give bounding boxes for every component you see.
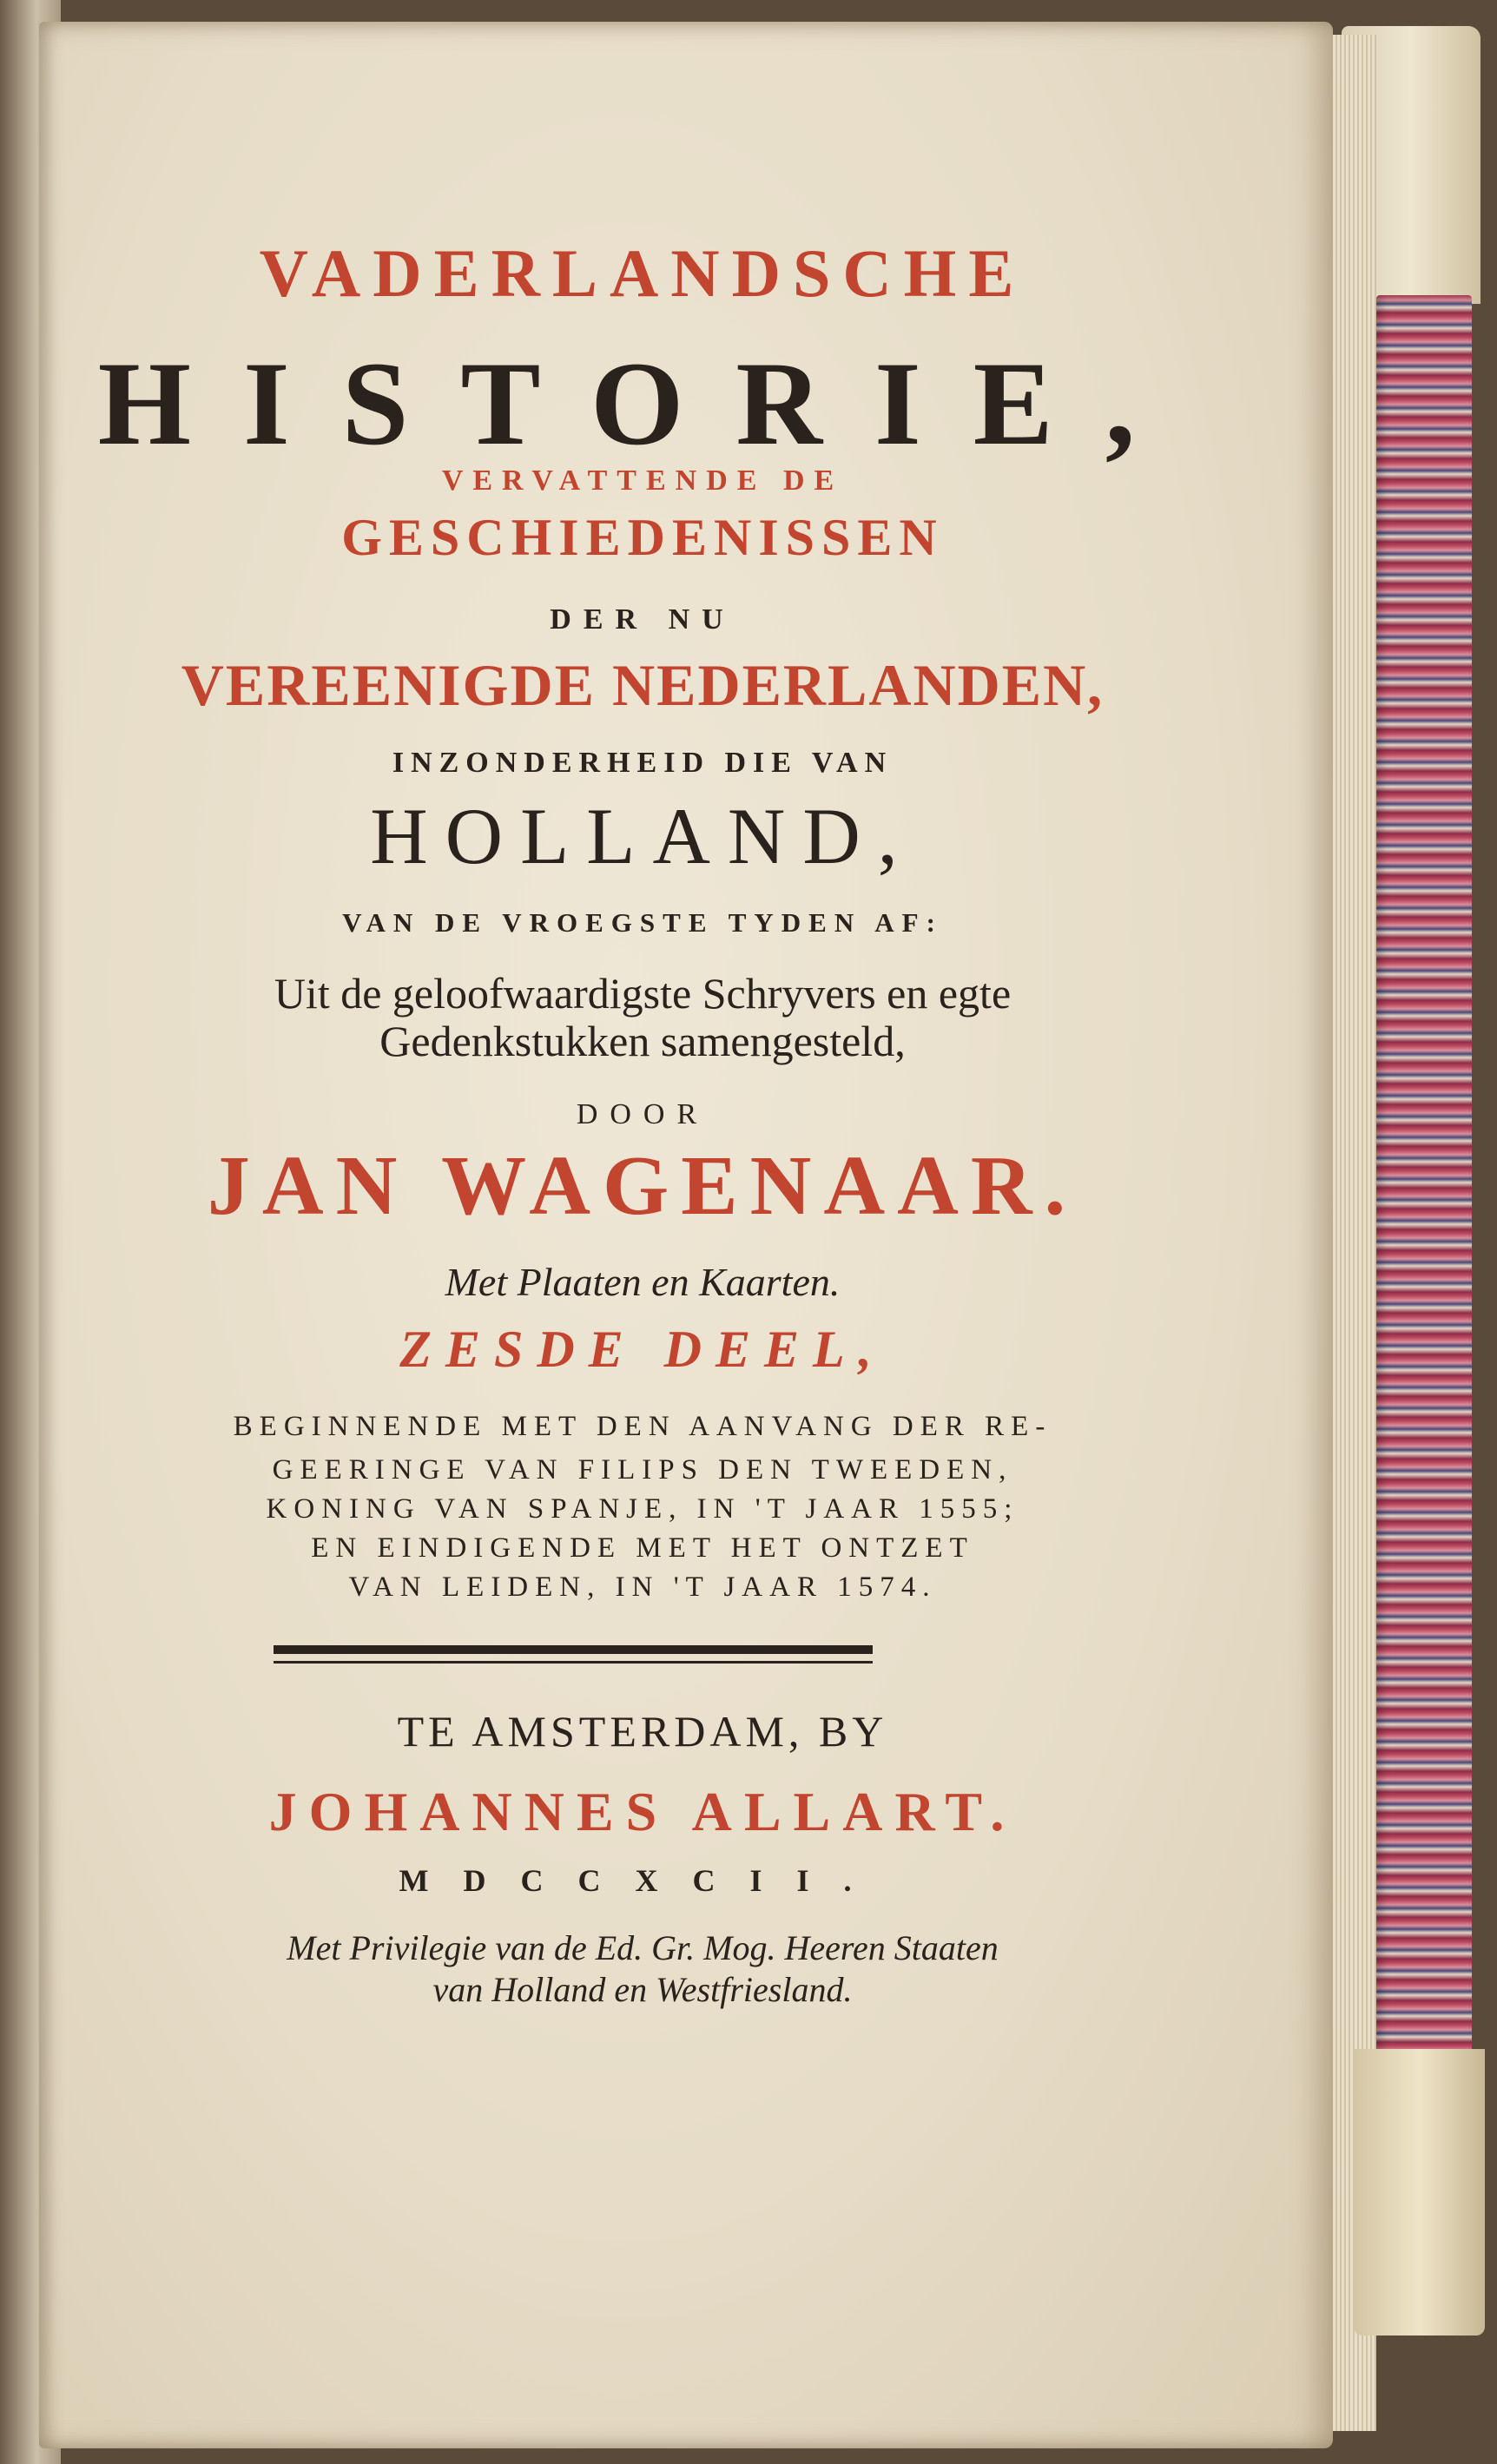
author-name: JAN WAGENAAR.	[207, 1139, 1078, 1233]
title-line-2: HISTORIE,	[97, 337, 1188, 470]
subtitle-line-4: GESCHIEDENISSEN	[341, 509, 944, 566]
volume-description-4: EN EINDIGENDE MET HET ONTZET	[311, 1532, 974, 1564]
volume-description-5: VAN LEIDEN, IN 'T JAAR 1574.	[348, 1571, 937, 1603]
privilege-line-1: Met Privilegie van de Ed. Gr. Mog. Heeren Staaten	[287, 1928, 999, 1967]
imprint-publisher: JOHANNES ALLART.	[268, 1781, 1017, 1842]
title-page-text	[87, 0, 1198, 2464]
volume-description-3: KONING VAN SPANJE, IN 'T JAAR 1555;	[266, 1493, 1019, 1525]
privilege-line-2: van Holland en Westfriesland.	[432, 1970, 853, 2009]
door-line: DOOR	[576, 1098, 709, 1130]
vellum-binding-bottom	[1355, 2049, 1485, 2336]
imprint-place: TE AMSTERDAM, BY	[397, 1707, 888, 1756]
subtitle-line-8: HOLLAND,	[370, 792, 915, 880]
subtitle-line-5: DER NU	[550, 603, 735, 636]
title-line-1: VADERLANDSCHE	[259, 235, 1026, 311]
volume-description-1: BEGINNENDE MET DEN AANVANG DER RE-	[233, 1411, 1052, 1442]
subtitle-line-9: VAN DE VROEGSTE TYDEN AF:	[342, 907, 943, 938]
subtitle-line-11: Gedenkstukken samengesteld,	[379, 1017, 906, 1065]
marbled-board-edge	[1376, 295, 1472, 2292]
double-rule-thick	[274, 1645, 873, 1654]
subtitle-line-7: INZONDERHEID DIE VAN	[392, 747, 894, 779]
imprint-year: MDCCXCII.	[399, 1863, 887, 1898]
volume-description-2: GEERINGE VAN FILIPS DEN TWEEDEN,	[272, 1454, 1013, 1486]
subtitle-line-3: VERVATTENDE DE	[441, 464, 844, 497]
double-rule-thin	[274, 1661, 873, 1664]
subtitle-line-6: VEREENIGDE NEDERLANDEN,	[181, 652, 1105, 718]
plates-note: Met Plaaten en Kaarten.	[445, 1260, 841, 1304]
subtitle-line-10: Uit de geloofwaardigste Schryvers en egte	[274, 969, 1012, 1018]
volume-title: ZESDE DEEL,	[399, 1321, 886, 1378]
